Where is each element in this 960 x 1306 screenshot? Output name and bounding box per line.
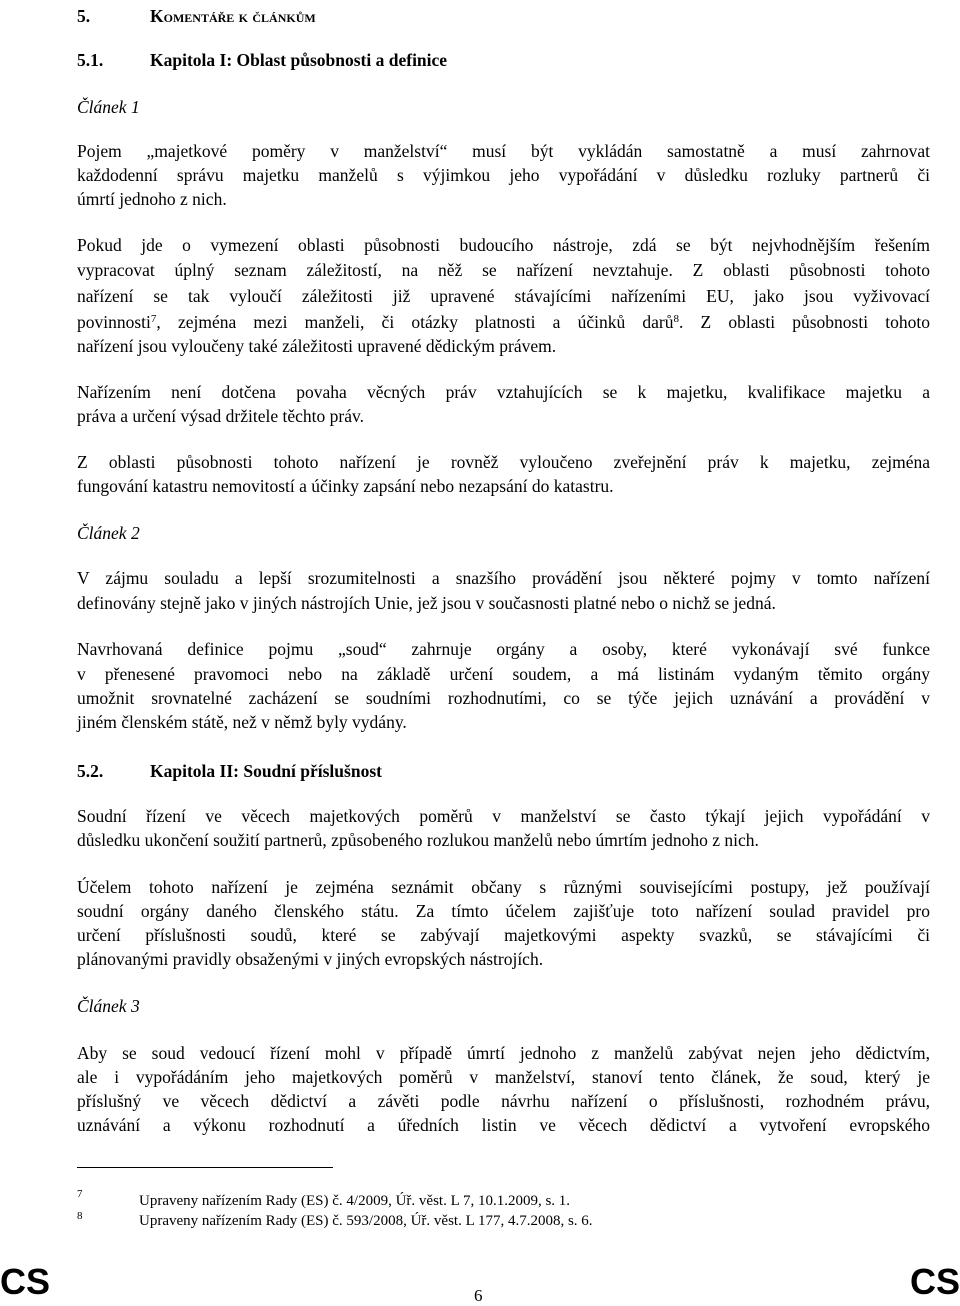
footnote-text: Upraveny nařízením Rady (ES) č. 593/2008, Úř. věst. L 177, 4.7.2008, s. 6. (139, 1213, 593, 1229)
text-line: vypracovat úplný seznam záležitostí, na něž se nařízení nevztahuje. Z oblasti působnosti tohoto (77, 260, 930, 280)
text-line: Nařízením není dotčena povaha věcných práv vztahujících se k majetku, kvalifikace majetku a (77, 382, 930, 402)
article-2-heading: Článek 2 (77, 523, 140, 543)
section-5-2-heading (77, 759, 382, 783)
text-line: V zájmu souladu a lepší srozumitelnosti a snazšího provádění jsou některé pojmy v tomto nařízení (77, 568, 930, 588)
section-number: 5.2. (77, 761, 104, 781)
text-line: fungování katastru nemovitostí a účinky zapsání nebo nezapsání do katastru. (77, 476, 614, 496)
section-number: 5.1. (77, 50, 104, 70)
text-line: Navrhovaná definice pojmu „soud“ zahrnuje orgány a osoby, které vykonávají své funkce (77, 639, 930, 659)
footnote-number: 8 (77, 1210, 83, 1222)
footnote-separator (77, 1167, 333, 1168)
section-title: Kapitola I: Oblast působnosti a definice (150, 50, 448, 70)
text-line: plánovanými pravidly obsaženými v jiných evropských nástrojích. (77, 949, 544, 969)
section-number: 5. (77, 6, 91, 26)
text-line: Pojem „majetkové poměry v manželství“ musí být vykládán samostatně a musí zahrnovat (77, 141, 930, 161)
text-fragment: povinnosti (77, 312, 151, 332)
text-line: ale i vypořádáním jeho majetkových poměrů v manželství, stanoví tento článek, že soud, který je (77, 1067, 930, 1087)
language-code-right: CS (909, 1261, 960, 1302)
text-line: Soudní řízení ve věcech majetkových poměrů v manželství se často týkají jejich vypořádání v (77, 806, 930, 826)
text-line: příslušný ve věcech dědictví a závěti podle návrhu nařízení o příslušnosti, rozhodném právu, (77, 1091, 930, 1111)
text-line: nařízení jsou vyloučeny také záležitosti upravené dědickým právem. (77, 336, 557, 356)
text-line: Aby se soud vedoucí řízení mohl v případě úmrtí jednoho z manželů zabývat nejen jeho dědictvím, (77, 1043, 930, 1063)
section-5-heading (77, 4, 316, 28)
text-line: každodenní správu majetku manželů s výjimkou jeho vypořádání v důsledku rozluky partnerů či (77, 165, 930, 185)
text-line: určení příslušnosti soudů, které se zabývají majetkovými aspekty svazků, se stávajícími či (77, 925, 930, 945)
text-line: definovány stejně jako v jiných nástrojích Unie, jež jsou v současnosti platné nebo o nichž se jedná. (77, 593, 776, 613)
text-line: Pokud jde o vymezení oblasti působnosti budoucího nástroje, zdá se být nejvhodnějším řešením (77, 235, 930, 255)
section-5-1-heading (77, 48, 448, 72)
text-line: jiném členském státě, než v němž byly vydány. (77, 712, 407, 732)
footnote-ref-7: 7 (150, 313, 157, 325)
text-line: umožnit srovnatelné zacházení se soudními rozhodnutími, co se týče jejich uznávání a provádění v (77, 688, 930, 708)
text-line: práva a určení výsad držitele těchto práv. (77, 406, 364, 426)
footnote-number: 7 (77, 1188, 83, 1200)
text-line: důsledku ukončení soužití partnerů, způsobeného rozlukou manželů nebo úmrtím jednoho z nich. (77, 830, 759, 850)
page-number: 6 (474, 1286, 483, 1305)
text-fragment: , zejména mezi manželi, či otázky platnosti a účinků darů (156, 312, 674, 332)
text-line: Účelem tohoto nařízení je zejména seznámit občany s různými souvisejícími postupy, jež používají (77, 877, 930, 897)
text-line: uznávání a výkonu rozhodnutí a úředních listin ve věcech dědictví a vytvoření evropského (77, 1115, 930, 1135)
text-line (77, 310, 930, 334)
text-line: v přenesené pravomoci nebo na základě určení soudem, a má listinám vydaným těmito orgány (77, 664, 930, 684)
section-title: Komentáře k článkům (150, 6, 316, 26)
footnote-ref-8: 8 (673, 313, 679, 325)
section-title: Kapitola II: Soudní příslušnost (150, 761, 382, 781)
text-fragment: . Z oblasti působnosti tohoto (678, 312, 930, 332)
article-3-heading: Článek 3 (77, 996, 140, 1016)
footnote-text: Upraveny nařízením Rady (ES) č. 4/2009, Úř. věst. L 7, 10.1.2009, s. 1. (139, 1193, 571, 1209)
article-1-heading: Článek 1 (77, 97, 140, 117)
language-code-left: CS (0, 1261, 51, 1302)
text-line: Z oblasti působnosti tohoto nařízení je rovněž vyloučeno zveřejnění práv k majetku, zejména (77, 452, 930, 472)
text-line: soudní orgány daného členského státu. Za tímto účelem zajišťuje toto nařízení soulad pravidel pro (77, 901, 930, 921)
text-line: nařízení se tak vyloučí záležitosti již upravené stávajícími nařízeními EU, jako jsou vyživovací (77, 286, 930, 306)
text-line: úmrtí jednoho z nich. (77, 189, 227, 209)
